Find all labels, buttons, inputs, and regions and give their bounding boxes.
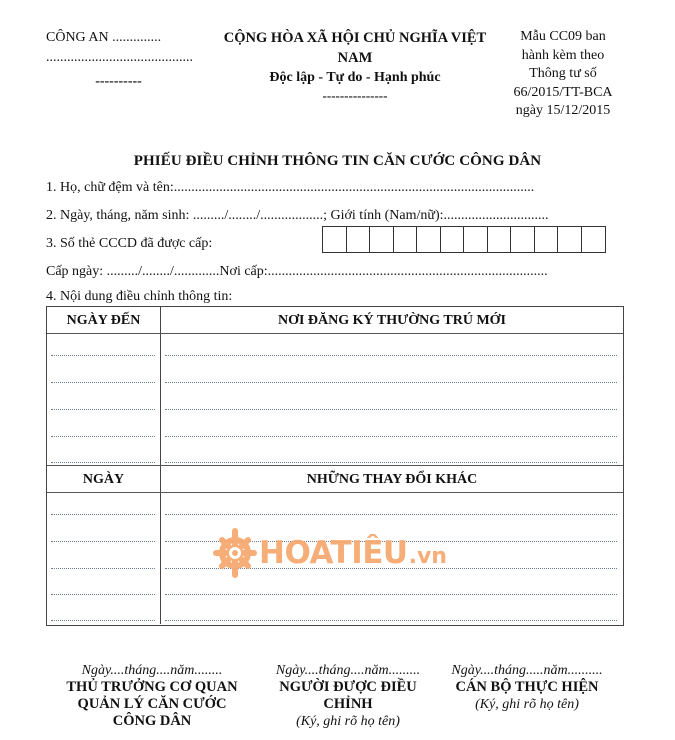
change-date-entry[interactable] bbox=[51, 514, 155, 515]
arrival-date-entry[interactable] bbox=[51, 355, 155, 356]
header-date: NGÀY bbox=[82, 472, 125, 487]
agency-blank-line: .......................................... bbox=[46, 50, 193, 65]
cccd-digit-box[interactable] bbox=[370, 227, 394, 252]
signature-date: Ngày....tháng....năm......... bbox=[275, 663, 421, 678]
full-name-field[interactable]: 1. Họ, chữ đệm và tên:....................................................................................................... bbox=[46, 180, 535, 195]
table-header-row bbox=[47, 466, 623, 493]
cccd-digit-box[interactable] bbox=[558, 227, 582, 252]
signature-block-officer bbox=[437, 662, 617, 713]
dob-gender-field[interactable]: 2. Ngày, tháng, năm sinh: ........./......../..................; Giới tính (Nam/nữ):.............................. bbox=[46, 208, 549, 223]
new-residence-entry[interactable] bbox=[165, 436, 617, 437]
form-title: PHIẾU ĐIỀU CHỈNH THÔNG TIN CĂN CƯỚC CÔNG DÂN bbox=[133, 153, 542, 169]
cccd-digit-box[interactable] bbox=[511, 227, 535, 252]
signature-date: Ngày....tháng....năm........ bbox=[81, 663, 223, 678]
national-motto: Độc lập - Tự do - Hạnh phúc bbox=[269, 70, 441, 85]
adjustment-content-label: 4. Nội dung điều chỉnh thông tin: bbox=[46, 289, 233, 304]
motto-separator: --------------- bbox=[322, 88, 388, 103]
form-reference-line: hành kèm theo bbox=[521, 47, 605, 63]
cccd-number-input[interactable] bbox=[322, 226, 606, 253]
header-new-residence: NƠI ĐĂNG KÝ THƯỜNG TRÚ MỚI bbox=[277, 313, 507, 328]
other-change-entry[interactable] bbox=[165, 620, 617, 621]
cccd-digit-box[interactable] bbox=[464, 227, 488, 252]
form-reference-line: 66/2015/TT-BCA bbox=[513, 84, 613, 100]
arrival-date-entry[interactable] bbox=[51, 436, 155, 437]
residence-section bbox=[47, 307, 623, 466]
cccd-label: 3. Số thẻ CCCD đã được cấp: bbox=[46, 236, 213, 251]
arrival-date-entry[interactable] bbox=[51, 409, 155, 410]
change-date-entry[interactable] bbox=[51, 568, 155, 569]
table-header-row bbox=[47, 307, 623, 334]
change-date-entry[interactable] bbox=[51, 541, 155, 542]
change-date-entry[interactable] bbox=[51, 620, 155, 621]
cccd-digit-box[interactable] bbox=[441, 227, 465, 252]
signature-block-adjusted-person bbox=[258, 662, 438, 730]
watermark-suffix: .vn bbox=[408, 543, 447, 569]
cccd-digit-box[interactable] bbox=[488, 227, 512, 252]
form-reference-line: Mẫu CC09 ban bbox=[520, 29, 606, 44]
new-residence-entry[interactable] bbox=[165, 355, 617, 356]
cccd-digit-box[interactable] bbox=[417, 227, 441, 252]
new-residence-entry[interactable] bbox=[165, 462, 617, 463]
signature-block-agency-head bbox=[52, 662, 252, 730]
header-arrival-date: NGÀY ĐẾN bbox=[66, 313, 141, 328]
agency-header bbox=[46, 28, 206, 92]
cccd-digit-box[interactable] bbox=[394, 227, 418, 252]
new-residence-entry[interactable] bbox=[165, 409, 617, 410]
cccd-digit-box[interactable] bbox=[535, 227, 559, 252]
signature-role: CÁN BỘ THỰC HIỆN bbox=[455, 679, 599, 695]
form-reference bbox=[497, 28, 629, 121]
nation-name-line1: CỘNG HÒA XÃ HỘI CHỦ NGHĨA VIỆT bbox=[223, 30, 487, 46]
agency-separator: ---------- bbox=[95, 74, 142, 89]
watermark-brand: HOATIÊU bbox=[259, 534, 408, 571]
national-header bbox=[200, 28, 510, 104]
header-other-changes: NHỮNG THAY ĐỔI KHÁC bbox=[306, 472, 478, 487]
signature-note: (Ký, ghi rõ họ tên) bbox=[475, 697, 579, 712]
cccd-digit-box[interactable] bbox=[582, 227, 606, 252]
arrival-date-entry[interactable] bbox=[51, 382, 155, 383]
form-reference-line: ngày 15/12/2015 bbox=[515, 103, 611, 118]
other-change-entry[interactable] bbox=[165, 514, 617, 515]
nation-name-line2: NAM bbox=[337, 50, 373, 66]
arrival-date-entry[interactable] bbox=[51, 462, 155, 463]
issue-date-place-field[interactable]: Cấp ngày: ........./......../.............Nơi cấp:................................................................................ bbox=[46, 264, 548, 279]
other-change-entry[interactable] bbox=[165, 594, 617, 595]
signature-role: CÔNG DÂN bbox=[112, 713, 192, 729]
cccd-digit-box[interactable] bbox=[323, 227, 347, 252]
change-date-entry[interactable] bbox=[51, 594, 155, 595]
cccd-digit-box[interactable] bbox=[347, 227, 371, 252]
signature-date: Ngày....tháng.....năm.......... bbox=[451, 663, 603, 678]
signature-role: THỦ TRƯỞNG CƠ QUAN bbox=[66, 679, 238, 695]
ship-wheel-icon bbox=[213, 528, 257, 578]
signature-role: QUẢN LÝ CĂN CƯỚC bbox=[77, 696, 227, 712]
adjustment-table bbox=[46, 306, 624, 626]
watermark bbox=[213, 528, 447, 578]
agency-line: CÔNG AN .............. bbox=[46, 30, 162, 45]
new-residence-entry[interactable] bbox=[165, 382, 617, 383]
signature-role: CHỈNH bbox=[323, 696, 373, 712]
form-reference-line: Thông tư số bbox=[529, 66, 597, 81]
signature-role: NGƯỜI ĐƯỢC ĐIỀU bbox=[279, 679, 417, 695]
signature-note: (Ký, ghi rõ họ tên) bbox=[296, 714, 400, 729]
